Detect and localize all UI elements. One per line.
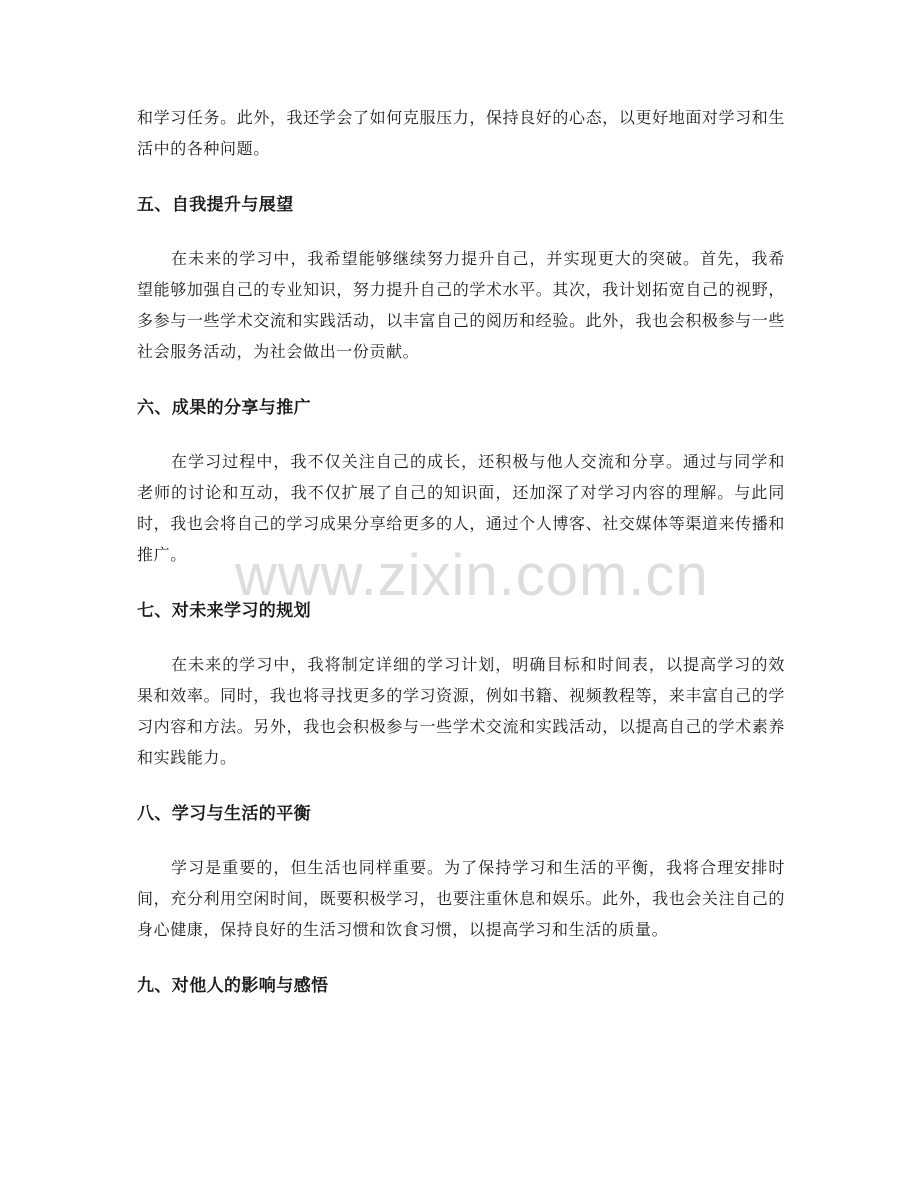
section-heading-5: 五、自我提升与展望 <box>137 195 294 215</box>
section-paragraph-8: 学习是重要的，但生活也同样重要。为了保持学习和生活的平衡，我将合理安排时间，充分利用空闲时间，既要积极学习，也要注重休息和娱乐。此外，我也会关注自己的身心健康，保持良好的生活习惯和饮食习惯，以提高学习和生活的质量。 <box>137 858 785 939</box>
section-paragraph-6: 在学习过程中，我不仅关注自己的成长，还积极与他人交流和分享。通过与同学和老师的讨论和互动，我不仅扩展了自己的知识面，还加深了对学习内容的理解。与此同时，我也会将自己的学习成果分享给更多的人，通过个人博客、社交媒体等渠道来传播和推广。 <box>137 452 785 564</box>
section-paragraph-7: 在未来的学习中，我将制定详细的学习计划，明确目标和时间表，以提高学习的效果和效率。同时，我也将寻找更多的学习资源，例如书籍、视频教程等，来丰富自己的学习内容和方法。另外，我也会积极参与一些学术交流和实践活动，以提高自己的学术素养和实践能力。 <box>137 655 785 767</box>
section-heading-7: 七、对未来学习的规划 <box>137 601 311 621</box>
section-heading-8: 八、学习与生活的平衡 <box>137 804 311 824</box>
watermark-text: www.zixin.com.cn <box>235 543 709 608</box>
section-heading-9: 九、对他人的影响与感悟 <box>137 976 329 996</box>
section-heading-6: 六、成果的分享与推广 <box>137 398 311 418</box>
section-paragraph-5: 在未来的学习中，我希望能够继续努力提升自己，并实现更大的突破。首先，我希望能够加强自己的专业知识，努力提升自己的学术水平。其次，我计划拓宽自己的视野，多参与一些学术交流和实践活动，以丰富自己的阅历和经验。此外，我也会积极参与一些社会服务活动，为社会做出一份贡献。 <box>137 249 785 361</box>
intro-paragraph: 和学习任务。此外，我还学会了如何克服压力，保持良好的心态，以更好地面对学习和生活中的各种问题。 <box>137 108 785 158</box>
document-body <box>137 102 785 1002</box>
